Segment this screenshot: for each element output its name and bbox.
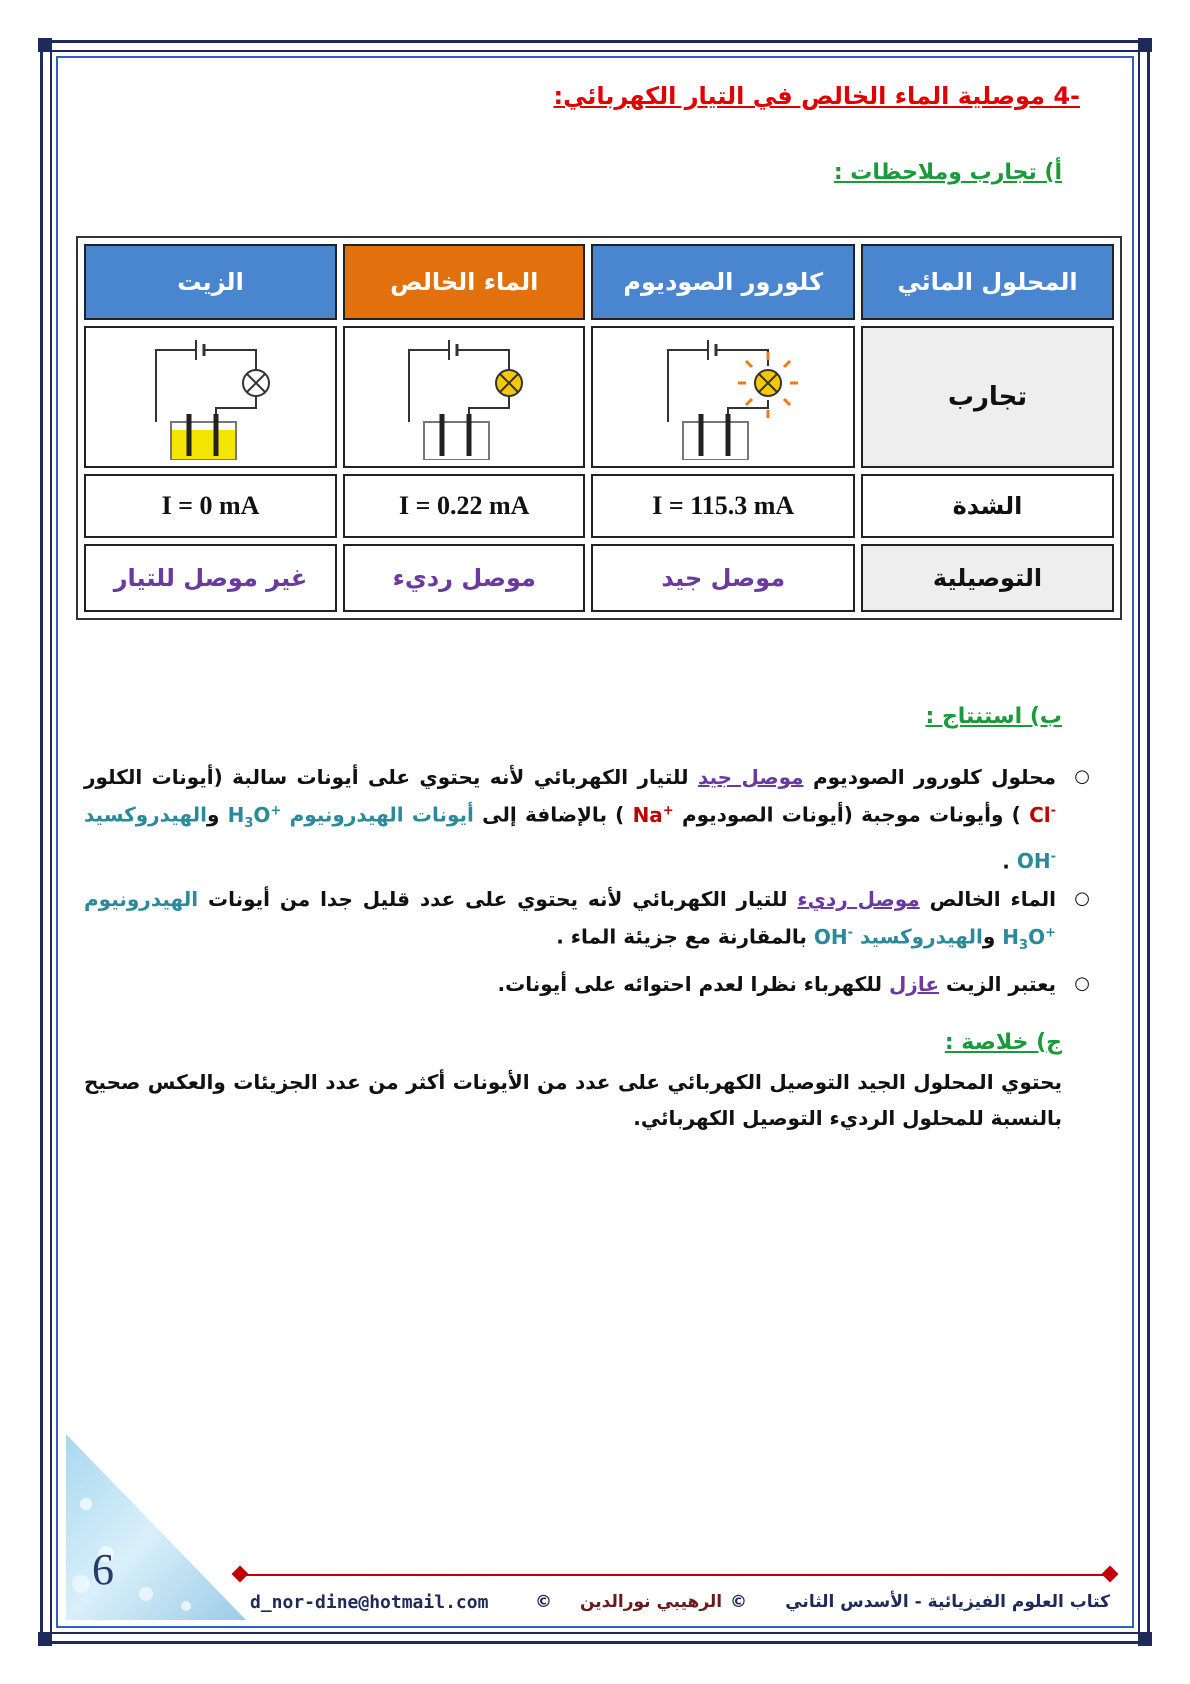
footer: [250, 1588, 1110, 1620]
section-title: [553, 82, 1080, 110]
section-title-text: موصلية الماء الخالص في التيار الكهربائي:: [553, 82, 1045, 110]
label-conductivity: التوصيلية: [861, 544, 1114, 612]
circuit-diagram-bright: [648, 330, 798, 460]
footer-book-title: كتاب العلوم الفيزيائية - الأسدس الثاني: [785, 1592, 1110, 1612]
section-number: -4: [1053, 82, 1080, 110]
beaker-icon: [424, 422, 489, 460]
page-number: 6: [92, 1545, 114, 1594]
subheading-summary: ج) خلاصة :: [944, 1030, 1062, 1055]
header-solution: المحلول المائي: [861, 244, 1114, 320]
circuit-diagram-dim: [389, 330, 539, 460]
experiment-table: [76, 236, 1122, 620]
copyright-symbol: ©: [535, 1592, 552, 1612]
footer-divider: [240, 1574, 1110, 1576]
conductivity-pure-water: موصل رديء: [343, 544, 585, 612]
conductivity-sodium-chloride: موصل جيد: [591, 544, 855, 612]
experiment-pure-water: [343, 326, 585, 468]
label-intensity: الشدة: [861, 474, 1114, 538]
frame-corner: [1138, 38, 1152, 52]
header-pure-water: الماء الخالص: [343, 244, 585, 320]
summary-text: يحتوي المحلول الجيد التوصيل الكهربائي على عدد من الأيونات أكثر من عدد الجزيئات والعكس صحيح بالنسبة للمحلول الرديء التوصيل الكهربائي.: [84, 1070, 1062, 1130]
intensity-pure-water: I = 0.22 mA: [343, 474, 585, 538]
conclusion-list: [84, 760, 1090, 1005]
experiment-oil: [84, 326, 337, 468]
label-experiments: تجارب: [861, 326, 1114, 468]
frame-corner: [38, 1632, 52, 1646]
copyright-symbol: ©: [730, 1592, 747, 1612]
oil-liquid: [171, 430, 236, 460]
intensity-sodium-chloride: I = 115.3 mA: [591, 474, 855, 538]
beaker-icon: [683, 422, 748, 460]
footer-author: الرهيبي نورالدين: [580, 1592, 723, 1612]
circuit-diagram-off: [136, 330, 286, 460]
frame-corner: [1138, 1632, 1152, 1646]
experiment-sodium-chloride: [591, 326, 855, 468]
subheading-conclusion: ب) استنتاج :: [925, 704, 1062, 729]
list-item: ○ يعتبر الزيت عازل للكهرباء نظرا لعدم احتوائه على أيونات.: [84, 967, 1090, 1001]
header-sodium-chloride: كلورور الصوديوم: [591, 244, 855, 320]
intensity-oil: I = 0 mA: [84, 474, 337, 538]
list-item: ○ محلول كلورور الصوديوم موصل جيد للتيار الكهربائي لأنه يحتوي على أيونات سالبة (أيونات الكلور Cl- ) وأيونات موجبة (أيونات الصوديوم Na+ ) بالإضافة إلى أيونات الهيدرونيوم $H_3O^+$ والهيدروكسيد OH- .: [84, 760, 1090, 878]
conductivity-oil: غير موصل للتيار: [84, 544, 337, 612]
header-oil: الزيت: [84, 244, 337, 320]
list-item: ○ الماء الخالص موصل رديء للتيار الكهربائي لأنه يحتوي على عدد قليل جدا من أيونات الهيدرونيوم $H_3O^+$ والهيدروكسيد OH- بالمقارنة مع جزيئة الماء .: [84, 882, 1090, 963]
footer-email: d_nor-dine@hotmail.com: [250, 1592, 489, 1613]
subheading-experiments: أ) تجارب وملاحظات :: [833, 160, 1062, 185]
frame-corner: [38, 38, 52, 52]
